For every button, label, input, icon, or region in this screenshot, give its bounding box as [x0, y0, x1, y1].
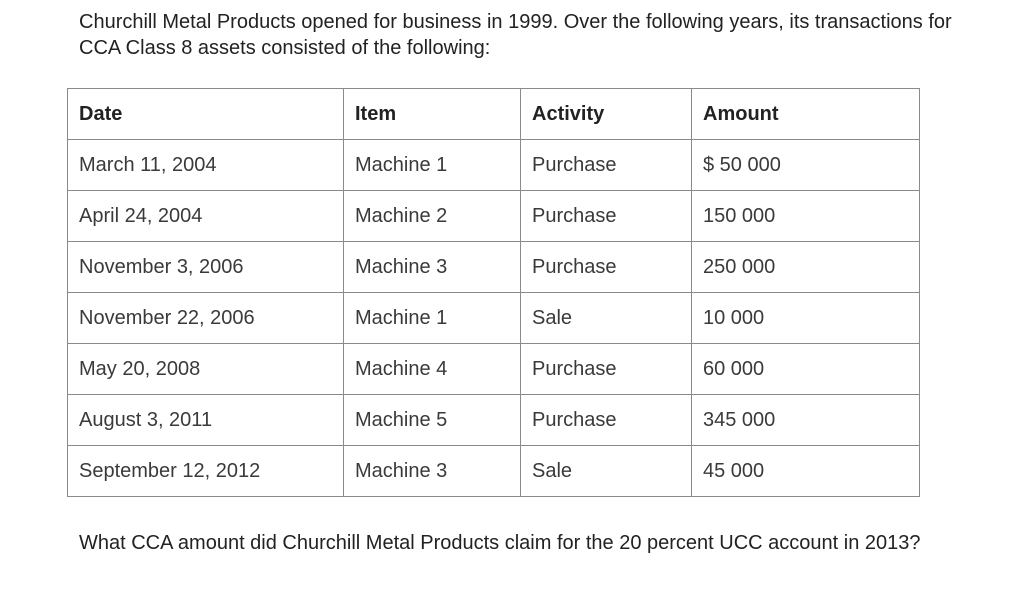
header-item: Item [344, 89, 521, 140]
cell-amount: 250 000 [692, 242, 920, 293]
header-date: Date [68, 89, 344, 140]
table-row [68, 191, 920, 242]
cell-date: November 22, 2006 [68, 293, 344, 344]
cell-item: Machine 3 [344, 446, 521, 497]
cell-date: May 20, 2008 [68, 344, 344, 395]
cell-activity: Purchase [521, 344, 692, 395]
table-row [68, 344, 920, 395]
header-amount: Amount [692, 89, 920, 140]
table-row [68, 395, 920, 446]
cell-amount: 45 000 [692, 446, 920, 497]
cell-amount: $ 50 000 [692, 140, 920, 191]
cell-activity: Sale [521, 446, 692, 497]
cell-date: August 3, 2011 [68, 395, 344, 446]
table-row [68, 446, 920, 497]
cell-item: Machine 1 [344, 140, 521, 191]
cell-date: March 11, 2004 [68, 140, 344, 191]
cell-amount: 150 000 [692, 191, 920, 242]
cell-activity: Purchase [521, 140, 692, 191]
cell-amount: 10 000 [692, 293, 920, 344]
cell-activity: Purchase [521, 395, 692, 446]
question-paragraph: What CCA amount did Churchill Metal Products claim for the 20 percent UCC account in 2013? [79, 532, 921, 554]
cell-item: Machine 4 [344, 344, 521, 395]
cell-item: Machine 1 [344, 293, 521, 344]
intro-paragraph: Churchill Metal Products opened for business in 1999. Over the following years, its transactions for CCA Class 8 assets consisted of the following: [79, 11, 952, 59]
cell-item: Machine 2 [344, 191, 521, 242]
cell-amount: 60 000 [692, 344, 920, 395]
cell-date: November 3, 2006 [68, 242, 344, 293]
table-row [68, 293, 920, 344]
cell-amount: 345 000 [692, 395, 920, 446]
header-activity: Activity [521, 89, 692, 140]
cell-activity: Sale [521, 293, 692, 344]
cell-date: September 12, 2012 [68, 446, 344, 497]
transactions-table [67, 88, 920, 497]
cell-date: April 24, 2004 [68, 191, 344, 242]
table-row [68, 140, 920, 191]
table-row [68, 242, 920, 293]
cell-activity: Purchase [521, 242, 692, 293]
cell-item: Machine 3 [344, 242, 521, 293]
cell-activity: Purchase [521, 191, 692, 242]
cell-item: Machine 5 [344, 395, 521, 446]
table-header-row [68, 89, 920, 140]
